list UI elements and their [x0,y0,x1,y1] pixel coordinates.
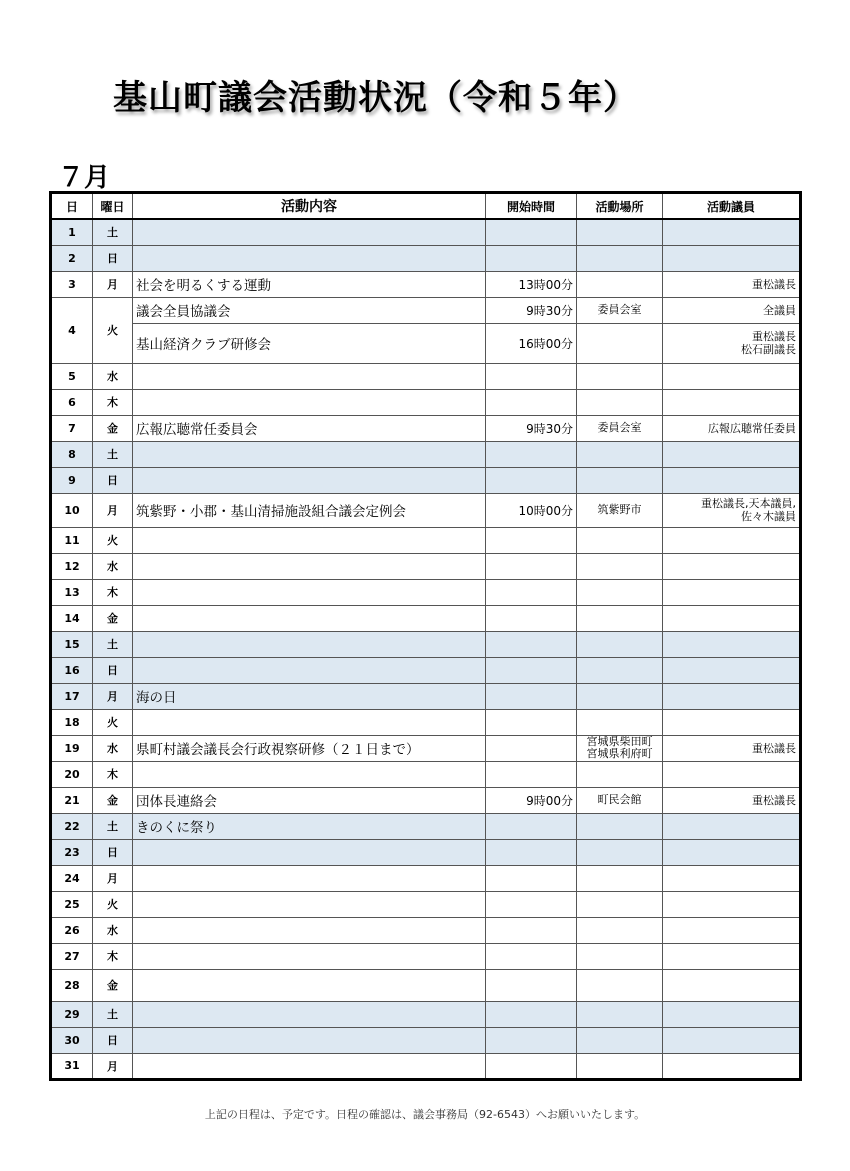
location-cell [577,271,663,297]
members-cell: 重松議長 松石副議長 [663,323,801,363]
table-row [51,917,801,943]
start-time-cell [486,683,577,709]
start-time-cell [486,813,577,839]
activity-content-cell [133,891,486,917]
day-cell: 28 [51,969,93,1001]
weekday-cell: 日 [93,245,133,271]
table-row [51,865,801,891]
location-cell: 筑紫野市 [577,493,663,527]
activity-content-cell [133,389,486,415]
day-cell: 3 [51,271,93,297]
weekday-cell: 水 [93,735,133,761]
schedule-table [49,191,802,1081]
members-cell [663,761,801,787]
table-row [51,813,801,839]
table-row [51,271,801,297]
location-cell [577,363,663,389]
start-time-cell: 13時00分 [486,271,577,297]
table-row [51,943,801,969]
location-cell [577,813,663,839]
start-time-cell [486,761,577,787]
location-cell [577,1027,663,1053]
members-cell [663,943,801,969]
members-cell: 全議員 [663,297,801,323]
day-cell: 30 [51,1027,93,1053]
weekday-cell: 金 [93,969,133,1001]
members-cell [663,839,801,865]
members-cell [663,657,801,683]
members-cell [663,969,801,1001]
header-time: 開始時間 [486,193,577,220]
day-cell: 9 [51,467,93,493]
weekday-cell: 日 [93,467,133,493]
activity-content-cell [133,1053,486,1079]
members-cell: 重松議長 [663,271,801,297]
table-row [51,579,801,605]
activity-content-cell [133,969,486,1001]
start-time-cell [486,245,577,271]
start-time-cell [486,865,577,891]
members-cell [663,527,801,553]
start-time-cell [486,467,577,493]
table-row [51,323,801,363]
day-cell: 29 [51,1001,93,1027]
location-cell: 委員会室 [577,415,663,441]
members-cell [663,605,801,631]
start-time-cell [486,891,577,917]
members-cell [663,1027,801,1053]
activity-content-cell: 社会を明るくする運動 [133,271,486,297]
header-members: 活動議員 [663,193,801,220]
weekday-cell: 木 [93,761,133,787]
location-cell [577,683,663,709]
activity-content-cell [133,865,486,891]
start-time-cell [486,943,577,969]
location-cell [577,245,663,271]
month-heading: ７月 [58,163,111,193]
day-cell: 31 [51,1053,93,1079]
day-cell: 19 [51,735,93,761]
weekday-cell: 土 [93,1001,133,1027]
members-cell: 広報広聴常任委員 [663,415,801,441]
day-cell: 8 [51,441,93,467]
table-row [51,1001,801,1027]
table-row [51,761,801,787]
header-content: 活動内容 [133,193,486,220]
day-cell: 15 [51,631,93,657]
header-dow: 曜日 [93,193,133,220]
table-row [51,245,801,271]
activity-content-cell [133,709,486,735]
location-cell [577,527,663,553]
members-cell [663,553,801,579]
activity-content-cell [133,943,486,969]
location-cell [577,1053,663,1079]
weekday-cell: 日 [93,1027,133,1053]
day-cell: 4 [51,297,93,363]
location-cell [577,605,663,631]
activity-content-cell [133,761,486,787]
table-row [51,553,801,579]
weekday-cell: 月 [93,865,133,891]
day-cell: 5 [51,363,93,389]
start-time-cell [486,219,577,245]
members-cell: 重松議長 [663,787,801,813]
start-time-cell [486,1027,577,1053]
location-cell [577,917,663,943]
start-time-cell: 16時00分 [486,323,577,363]
day-cell: 27 [51,943,93,969]
weekday-cell: 火 [93,297,133,363]
start-time-cell [486,553,577,579]
table-header-row [51,193,801,220]
members-cell [663,917,801,943]
table-row [51,709,801,735]
weekday-cell: 水 [93,917,133,943]
weekday-cell: 土 [93,631,133,657]
start-time-cell [486,631,577,657]
header-day: 日 [51,193,93,220]
activity-content-cell [133,1027,486,1053]
day-cell: 1 [51,219,93,245]
table-row [51,891,801,917]
table-row [51,467,801,493]
members-cell [663,891,801,917]
members-cell [663,865,801,891]
activity-content-cell: 筑紫野・小郡・基山清掃施設組合議会定例会 [133,493,486,527]
location-cell [577,761,663,787]
location-cell [577,219,663,245]
location-cell [577,1001,663,1027]
day-cell: 22 [51,813,93,839]
table-row [51,839,801,865]
day-cell: 12 [51,553,93,579]
activity-content-cell [133,1001,486,1027]
table-row [51,1027,801,1053]
members-cell [663,219,801,245]
members-cell: 重松議長 [663,735,801,761]
activity-content-cell [133,917,486,943]
location-cell [577,709,663,735]
page-title: 基山町議会活動状況（令和５年） [113,78,638,118]
weekday-cell: 月 [93,1053,133,1079]
weekday-cell: 水 [93,363,133,389]
activity-content-cell: きのくに祭り [133,813,486,839]
activity-content-cell [133,839,486,865]
activity-content-cell [133,245,486,271]
location-cell [577,839,663,865]
members-cell [663,813,801,839]
members-cell [663,1001,801,1027]
start-time-cell [486,363,577,389]
start-time-cell: 9時30分 [486,297,577,323]
table-row [51,415,801,441]
location-cell: 宮城県柴田町 宮城県利府町 [577,735,663,761]
start-time-cell [486,1001,577,1027]
location-cell [577,657,663,683]
weekday-cell: 日 [93,657,133,683]
start-time-cell [486,1053,577,1079]
activity-content-cell [133,441,486,467]
table-row [51,389,801,415]
location-cell [577,865,663,891]
start-time-cell [486,441,577,467]
activity-content-cell [133,553,486,579]
start-time-cell [486,839,577,865]
activity-content-cell [133,631,486,657]
weekday-cell: 金 [93,605,133,631]
location-cell [577,389,663,415]
start-time-cell [486,389,577,415]
members-cell: 重松議長,天本議員, 佐々木議員 [663,493,801,527]
table-row [51,1053,801,1079]
day-cell: 23 [51,839,93,865]
members-cell [663,363,801,389]
day-cell: 6 [51,389,93,415]
day-cell: 10 [51,493,93,527]
day-cell: 24 [51,865,93,891]
weekday-cell: 金 [93,787,133,813]
location-cell [577,631,663,657]
start-time-cell [486,735,577,761]
table-row [51,297,801,323]
activity-content-cell: 基山経済クラブ研修会 [133,323,486,363]
start-time-cell [486,917,577,943]
table-row [51,735,801,761]
activity-content-cell: 県町村議会議長会行政視察研修（２１日まで） [133,735,486,761]
activity-content-cell [133,579,486,605]
start-time-cell [486,527,577,553]
activity-content-cell [133,527,486,553]
start-time-cell: 10時00分 [486,493,577,527]
members-cell [663,683,801,709]
start-time-cell [486,657,577,683]
activity-content-cell: 団体長連絡会 [133,787,486,813]
weekday-cell: 月 [93,493,133,527]
weekday-cell: 火 [93,891,133,917]
weekday-cell: 火 [93,527,133,553]
table-row [51,441,801,467]
activity-content-cell: 議会全員協議会 [133,297,486,323]
members-cell [663,441,801,467]
table-row [51,787,801,813]
day-cell: 16 [51,657,93,683]
table-row [51,631,801,657]
table-row [51,605,801,631]
location-cell [577,891,663,917]
footer-note: 上記の日程は、予定です。日程の確認は、議会事務局（92-6543）へお願いいたします。 [204,1108,646,1121]
table-row [51,363,801,389]
start-time-cell: 9時30分 [486,415,577,441]
activity-content-cell [133,363,486,389]
members-cell [663,389,801,415]
start-time-cell [486,579,577,605]
start-time-cell [486,605,577,631]
location-cell [577,553,663,579]
location-cell [577,943,663,969]
activity-content-cell [133,657,486,683]
location-cell [577,441,663,467]
members-cell [663,579,801,605]
members-cell [663,1053,801,1079]
weekday-cell: 水 [93,553,133,579]
activity-content-cell [133,219,486,245]
weekday-cell: 土 [93,441,133,467]
schedule-body [51,219,801,1079]
table-row [51,219,801,245]
start-time-cell [486,969,577,1001]
weekday-cell: 日 [93,839,133,865]
weekday-cell: 火 [93,709,133,735]
day-cell: 2 [51,245,93,271]
location-cell: 町民会館 [577,787,663,813]
day-cell: 13 [51,579,93,605]
day-cell: 11 [51,527,93,553]
table-row [51,657,801,683]
header-place: 活動場所 [577,193,663,220]
weekday-cell: 土 [93,219,133,245]
day-cell: 21 [51,787,93,813]
weekday-cell: 金 [93,415,133,441]
location-cell: 委員会室 [577,297,663,323]
day-cell: 7 [51,415,93,441]
day-cell: 20 [51,761,93,787]
weekday-cell: 月 [93,683,133,709]
activity-content-cell [133,467,486,493]
weekday-cell: 月 [93,271,133,297]
activity-content-cell [133,605,486,631]
location-cell [577,323,663,363]
members-cell [663,709,801,735]
day-cell: 14 [51,605,93,631]
members-cell [663,467,801,493]
table-row [51,969,801,1001]
day-cell: 17 [51,683,93,709]
weekday-cell: 木 [93,389,133,415]
day-cell: 18 [51,709,93,735]
location-cell [577,467,663,493]
members-cell [663,631,801,657]
activity-content-cell: 海の日 [133,683,486,709]
weekday-cell: 木 [93,943,133,969]
location-cell [577,969,663,1001]
location-cell [577,579,663,605]
table-row [51,527,801,553]
weekday-cell: 木 [93,579,133,605]
table-row [51,493,801,527]
table-row [51,683,801,709]
start-time-cell: 9時00分 [486,787,577,813]
day-cell: 25 [51,891,93,917]
day-cell: 26 [51,917,93,943]
weekday-cell: 土 [93,813,133,839]
members-cell [663,245,801,271]
start-time-cell [486,709,577,735]
activity-content-cell: 広報広聴常任委員会 [133,415,486,441]
